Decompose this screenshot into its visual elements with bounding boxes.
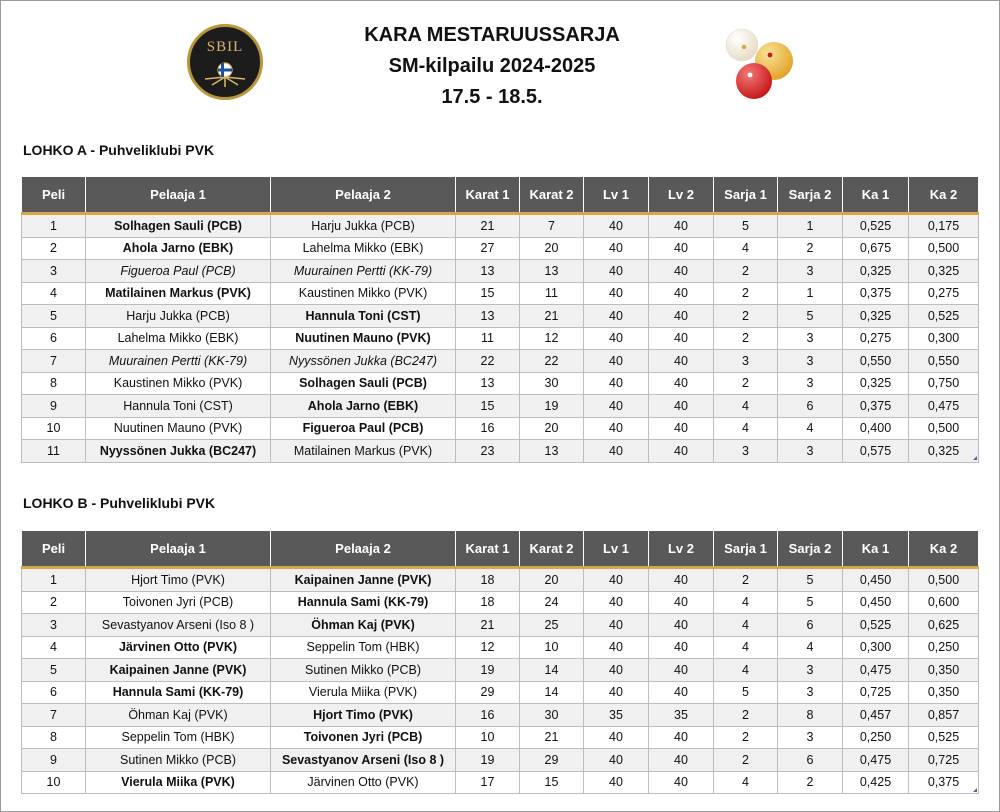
page-header bbox=[300, 20, 684, 113]
table-cell: Järvinen Otto (PVK) bbox=[271, 771, 456, 794]
table-cell: 40 bbox=[649, 591, 714, 614]
table-cell: 4 bbox=[714, 591, 778, 614]
table-cell: Nyyssönen Jukka (BC247) bbox=[271, 350, 456, 373]
table-cell: 21 bbox=[520, 726, 584, 749]
table-row bbox=[22, 704, 979, 727]
table-cell: 40 bbox=[584, 305, 649, 328]
table-row bbox=[22, 636, 979, 659]
table-cell: 9 bbox=[22, 749, 86, 772]
table-cell: 3 bbox=[778, 350, 843, 373]
table-cell: 2 bbox=[22, 237, 86, 260]
table-cell: 0,525 bbox=[909, 305, 979, 328]
table-cell: 3 bbox=[714, 350, 778, 373]
column-header: Lv 2 bbox=[649, 177, 714, 214]
table-cell: 2 bbox=[778, 237, 843, 260]
column-header: Karat 1 bbox=[456, 531, 520, 568]
column-header: Sarja 2 bbox=[778, 531, 843, 568]
table-cell: 40 bbox=[584, 214, 649, 238]
table-cell: 8 bbox=[778, 704, 843, 727]
table-cell: 25 bbox=[520, 614, 584, 637]
table-cell: 0,300 bbox=[843, 636, 909, 659]
table-cell: 19 bbox=[456, 659, 520, 682]
table-cell: 2 bbox=[714, 726, 778, 749]
table-cell: 0,250 bbox=[909, 636, 979, 659]
table-cell: 0,275 bbox=[843, 327, 909, 350]
table-cell: 3 bbox=[778, 260, 843, 283]
table-cell: 0,375 bbox=[843, 282, 909, 305]
table-cell: 40 bbox=[649, 636, 714, 659]
table-cell: 0,325 bbox=[843, 372, 909, 395]
table-cell: 4 bbox=[22, 636, 86, 659]
table-cell: 0,400 bbox=[843, 417, 909, 440]
resize-handle-icon bbox=[973, 788, 977, 792]
table-cell: 23 bbox=[456, 440, 520, 463]
table-cell: Lahelma Mikko (EBK) bbox=[271, 237, 456, 260]
table-cell: 5 bbox=[778, 305, 843, 328]
table-row bbox=[22, 372, 979, 395]
lohko-a-table bbox=[21, 176, 979, 463]
table-cell: 40 bbox=[584, 614, 649, 637]
column-header: Karat 2 bbox=[520, 531, 584, 568]
table-row bbox=[22, 395, 979, 418]
table-cell: 40 bbox=[584, 591, 649, 614]
table-cell: 4 bbox=[714, 636, 778, 659]
table-cell: 40 bbox=[649, 771, 714, 794]
sbil-logo bbox=[187, 24, 263, 100]
table-cell: 6 bbox=[778, 614, 843, 637]
table-cell: 40 bbox=[649, 305, 714, 328]
logo-text: SBIL bbox=[206, 39, 244, 55]
table-cell: 40 bbox=[649, 214, 714, 238]
column-header: Sarja 2 bbox=[778, 177, 843, 214]
table-cell: Hannula Toni (CST) bbox=[86, 395, 271, 418]
table-cell: 0,475 bbox=[843, 659, 909, 682]
resize-handle-icon bbox=[973, 456, 977, 460]
table-row bbox=[22, 327, 979, 350]
table-cell: 40 bbox=[584, 636, 649, 659]
table-cell: 1 bbox=[778, 282, 843, 305]
table-cell: 5 bbox=[714, 214, 778, 238]
table-cell: 16 bbox=[456, 417, 520, 440]
table-cell: 0,325 bbox=[909, 260, 979, 283]
table-cell: 40 bbox=[649, 282, 714, 305]
column-header: Karat 1 bbox=[456, 177, 520, 214]
table-cell: Kaipainen Janne (PVK) bbox=[86, 659, 271, 682]
table-cell: 0,325 bbox=[909, 440, 979, 463]
table-cell: 9 bbox=[22, 395, 86, 418]
table-cell: Öhman Kaj (PVK) bbox=[271, 614, 456, 637]
column-header: Pelaaja 1 bbox=[86, 177, 271, 214]
table-cell: 17 bbox=[456, 771, 520, 794]
table-cell: 2 bbox=[714, 749, 778, 772]
table-cell: 3 bbox=[778, 440, 843, 463]
column-header: Karat 2 bbox=[520, 177, 584, 214]
table-cell: 18 bbox=[456, 568, 520, 592]
table-cell: 2 bbox=[714, 282, 778, 305]
table-cell: 5 bbox=[778, 568, 843, 592]
column-header: Lv 1 bbox=[584, 177, 649, 214]
table-cell: 0,750 bbox=[909, 372, 979, 395]
table-cell: 13 bbox=[520, 440, 584, 463]
table-cell: Figueroa Paul (PCB) bbox=[271, 417, 456, 440]
table-cell: Figueroa Paul (PCB) bbox=[86, 260, 271, 283]
table-cell: 15 bbox=[456, 282, 520, 305]
table-cell: 40 bbox=[649, 440, 714, 463]
lohko-b-table bbox=[21, 530, 979, 794]
table-cell: 0,550 bbox=[909, 350, 979, 373]
table-cell: 30 bbox=[520, 704, 584, 727]
table-cell: Hannula Toni (CST) bbox=[271, 305, 456, 328]
table-cell: 40 bbox=[649, 350, 714, 373]
table-cell: 0,550 bbox=[843, 350, 909, 373]
table-cell: 0,375 bbox=[909, 771, 979, 794]
column-header: Lv 1 bbox=[584, 531, 649, 568]
table-cell: Ahola Jarno (EBK) bbox=[271, 395, 456, 418]
table-cell: Kaipainen Janne (PVK) bbox=[271, 568, 456, 592]
table-cell: Harju Jukka (PCB) bbox=[86, 305, 271, 328]
column-header: Ka 1 bbox=[843, 531, 909, 568]
table-cell: 5 bbox=[22, 305, 86, 328]
table-cell: 40 bbox=[649, 681, 714, 704]
table-cell: 18 bbox=[456, 591, 520, 614]
table-cell: 40 bbox=[584, 395, 649, 418]
column-header: Sarja 1 bbox=[714, 531, 778, 568]
table-cell: Solhagen Sauli (PCB) bbox=[271, 372, 456, 395]
table-cell: 40 bbox=[584, 568, 649, 592]
table-cell: 0,525 bbox=[909, 726, 979, 749]
table-cell: 7 bbox=[22, 350, 86, 373]
table-cell: Toivonen Jyri (PCB) bbox=[86, 591, 271, 614]
table-cell: 40 bbox=[649, 749, 714, 772]
table-cell: 1 bbox=[778, 214, 843, 238]
table-row bbox=[22, 568, 979, 592]
table-cell: 6 bbox=[22, 681, 86, 704]
column-header: Pelaaja 2 bbox=[271, 531, 456, 568]
table-cell: 3 bbox=[714, 440, 778, 463]
table-cell: 40 bbox=[649, 395, 714, 418]
table-cell: 0,525 bbox=[843, 614, 909, 637]
table-row bbox=[22, 440, 979, 463]
table-cell: 3 bbox=[778, 327, 843, 350]
table-row bbox=[22, 214, 979, 238]
table-cell: 40 bbox=[584, 350, 649, 373]
column-header: Peli bbox=[22, 531, 86, 568]
table-row bbox=[22, 305, 979, 328]
table-cell: 40 bbox=[649, 417, 714, 440]
table-cell: 0,625 bbox=[909, 614, 979, 637]
table-cell: 35 bbox=[584, 704, 649, 727]
table-cell: 0,450 bbox=[843, 591, 909, 614]
table-cell: 12 bbox=[520, 327, 584, 350]
table-cell: 4 bbox=[22, 282, 86, 305]
table-cell: 3 bbox=[778, 726, 843, 749]
table-cell: 0,857 bbox=[909, 704, 979, 727]
table-cell: 4 bbox=[714, 395, 778, 418]
lohko-b-title: LOHKO B - Puhveliklubi PVK bbox=[23, 495, 216, 511]
table-cell: 40 bbox=[649, 726, 714, 749]
table-cell: 4 bbox=[714, 614, 778, 637]
page-title: KARA MESTARUUSSARJA bbox=[364, 24, 620, 46]
table-cell: 8 bbox=[22, 372, 86, 395]
table-cell: 40 bbox=[584, 659, 649, 682]
table-row bbox=[22, 350, 979, 373]
table-cell: 40 bbox=[584, 440, 649, 463]
table-cell: 12 bbox=[456, 636, 520, 659]
table-cell: 0,725 bbox=[843, 681, 909, 704]
table-cell: 13 bbox=[456, 305, 520, 328]
table-cell: Solhagen Sauli (PCB) bbox=[86, 214, 271, 238]
table-cell: Seppelin Tom (HBK) bbox=[86, 726, 271, 749]
column-header: Sarja 1 bbox=[714, 177, 778, 214]
column-header: Ka 1 bbox=[843, 177, 909, 214]
table-row bbox=[22, 614, 979, 637]
table-cell: 22 bbox=[520, 350, 584, 373]
table-cell: Hannula Sami (KK-79) bbox=[86, 681, 271, 704]
table-cell: 0,450 bbox=[843, 568, 909, 592]
table-cell: Vierula Miika (PVK) bbox=[86, 771, 271, 794]
table-cell: 40 bbox=[649, 614, 714, 637]
table-cell: 2 bbox=[714, 704, 778, 727]
table-cell: 8 bbox=[22, 726, 86, 749]
table-cell: 40 bbox=[649, 659, 714, 682]
table-cell: Sevastyanov Arseni (Iso 8 ) bbox=[86, 614, 271, 637]
table-header-row bbox=[22, 177, 979, 214]
column-header: Pelaaja 2 bbox=[271, 177, 456, 214]
table-cell: 40 bbox=[584, 372, 649, 395]
table-cell: Muurainen Pertti (KK-79) bbox=[271, 260, 456, 283]
table-cell: 4 bbox=[778, 417, 843, 440]
table-cell: 40 bbox=[584, 771, 649, 794]
table-cell: 4 bbox=[714, 417, 778, 440]
table-cell: 20 bbox=[520, 417, 584, 440]
table-cell: 4 bbox=[714, 771, 778, 794]
table-cell: 22 bbox=[456, 350, 520, 373]
table-cell: 4 bbox=[714, 659, 778, 682]
table-cell: Sutinen Mikko (PCB) bbox=[86, 749, 271, 772]
table-cell: Toivonen Jyri (PCB) bbox=[271, 726, 456, 749]
table-cell: 21 bbox=[520, 305, 584, 328]
table-cell: 20 bbox=[520, 237, 584, 260]
finnish-flag-icon bbox=[190, 27, 260, 97]
table-row bbox=[22, 726, 979, 749]
table-cell: 19 bbox=[520, 395, 584, 418]
table-cell: 15 bbox=[456, 395, 520, 418]
table-cell: 40 bbox=[649, 568, 714, 592]
table-cell: 0,275 bbox=[909, 282, 979, 305]
table-row bbox=[22, 591, 979, 614]
table-cell: Kaustinen Mikko (PVK) bbox=[271, 282, 456, 305]
table-cell: 2 bbox=[778, 771, 843, 794]
table-cell: 0,475 bbox=[843, 749, 909, 772]
table-cell: 3 bbox=[778, 372, 843, 395]
table-cell: 20 bbox=[520, 568, 584, 592]
table-cell: 0,300 bbox=[909, 327, 979, 350]
table-cell: 40 bbox=[584, 417, 649, 440]
table-cell: 30 bbox=[520, 372, 584, 395]
table-cell: 3 bbox=[22, 614, 86, 637]
table-cell: 2 bbox=[22, 591, 86, 614]
table-header-row bbox=[22, 531, 979, 568]
table-cell: 0,325 bbox=[843, 305, 909, 328]
table-cell: 14 bbox=[520, 681, 584, 704]
table-cell: 5 bbox=[22, 659, 86, 682]
table-cell: 21 bbox=[456, 614, 520, 637]
table-cell: 0,525 bbox=[843, 214, 909, 238]
lohko-a-body bbox=[22, 214, 979, 463]
table-cell: Lahelma Mikko (EBK) bbox=[86, 327, 271, 350]
table-cell: 40 bbox=[649, 327, 714, 350]
table-row bbox=[22, 417, 979, 440]
table-cell: 40 bbox=[649, 260, 714, 283]
billiard-balls-icon bbox=[722, 24, 800, 100]
table-cell: 2 bbox=[714, 327, 778, 350]
table-cell: Nuutinen Mauno (PVK) bbox=[86, 417, 271, 440]
table-cell: 0,475 bbox=[909, 395, 979, 418]
table-cell: 0,500 bbox=[909, 417, 979, 440]
table-cell: 40 bbox=[584, 726, 649, 749]
table-cell: 10 bbox=[22, 771, 86, 794]
table-cell: Hjort Timo (PVK) bbox=[86, 568, 271, 592]
column-header: Lv 2 bbox=[649, 531, 714, 568]
table-row bbox=[22, 749, 979, 772]
table-cell: Nuutinen Mauno (PVK) bbox=[271, 327, 456, 350]
table-cell: 0,375 bbox=[843, 395, 909, 418]
table-cell: 15 bbox=[520, 771, 584, 794]
table-cell: 14 bbox=[520, 659, 584, 682]
table-row bbox=[22, 282, 979, 305]
table-cell: Järvinen Otto (PVK) bbox=[86, 636, 271, 659]
table-cell: 0,457 bbox=[843, 704, 909, 727]
table-cell: 0,575 bbox=[843, 440, 909, 463]
table-cell: 13 bbox=[456, 372, 520, 395]
table-cell: 1 bbox=[22, 568, 86, 592]
table-cell: 40 bbox=[649, 372, 714, 395]
table-cell: 4 bbox=[778, 636, 843, 659]
table-row bbox=[22, 771, 979, 794]
lohko-a-title: LOHKO A - Puhveliklubi PVK bbox=[23, 142, 215, 158]
table-cell: 6 bbox=[778, 749, 843, 772]
table-row bbox=[22, 681, 979, 704]
table-cell: 0,675 bbox=[843, 237, 909, 260]
table-cell: Matilainen Markus (PVK) bbox=[271, 440, 456, 463]
table-cell: Seppelin Tom (HBK) bbox=[271, 636, 456, 659]
table-cell: 4 bbox=[714, 237, 778, 260]
table-cell: 40 bbox=[584, 260, 649, 283]
table-cell: 19 bbox=[456, 749, 520, 772]
table-cell: Vierula Miika (PVK) bbox=[271, 681, 456, 704]
table-cell: 3 bbox=[778, 681, 843, 704]
table-cell: 13 bbox=[456, 260, 520, 283]
table-cell: Sevastyanov Arseni (Iso 8 ) bbox=[271, 749, 456, 772]
table-cell: 2 bbox=[714, 260, 778, 283]
table-cell: Hannula Sami (KK-79) bbox=[271, 591, 456, 614]
table-cell: 0,500 bbox=[909, 237, 979, 260]
table-cell: 0,725 bbox=[909, 749, 979, 772]
table-cell: 0,600 bbox=[909, 591, 979, 614]
table-cell: Öhman Kaj (PVK) bbox=[86, 704, 271, 727]
table-cell: 29 bbox=[520, 749, 584, 772]
table-row bbox=[22, 237, 979, 260]
table-cell: 0,325 bbox=[843, 260, 909, 283]
table-cell: 24 bbox=[520, 591, 584, 614]
column-header: Ka 2 bbox=[909, 177, 979, 214]
table-cell: Sutinen Mikko (PCB) bbox=[271, 659, 456, 682]
table-cell: 13 bbox=[520, 260, 584, 283]
table-cell: 0,500 bbox=[909, 568, 979, 592]
table-row bbox=[22, 659, 979, 682]
column-header: Ka 2 bbox=[909, 531, 979, 568]
table-cell: Kaustinen Mikko (PVK) bbox=[86, 372, 271, 395]
table-cell: 11 bbox=[520, 282, 584, 305]
table-cell: 6 bbox=[778, 395, 843, 418]
table-cell: 16 bbox=[456, 704, 520, 727]
table-cell: 6 bbox=[22, 327, 86, 350]
table-cell: 40 bbox=[584, 327, 649, 350]
table-cell: 0,175 bbox=[909, 214, 979, 238]
table-cell: 10 bbox=[456, 726, 520, 749]
table-cell: 11 bbox=[456, 327, 520, 350]
table-cell: 27 bbox=[456, 237, 520, 260]
page-subtitle: SM-kilpailu 2024-2025 bbox=[388, 55, 596, 77]
table-cell: 10 bbox=[22, 417, 86, 440]
table-cell: 40 bbox=[584, 681, 649, 704]
table-cell: 0,350 bbox=[909, 681, 979, 704]
column-header: Peli bbox=[22, 177, 86, 214]
table-cell: 7 bbox=[22, 704, 86, 727]
lohko-b-body bbox=[22, 568, 979, 794]
table-cell: 10 bbox=[520, 636, 584, 659]
table-cell: 1 bbox=[22, 214, 86, 238]
table-cell: 3 bbox=[778, 659, 843, 682]
table-cell: 40 bbox=[584, 282, 649, 305]
table-cell: 5 bbox=[714, 681, 778, 704]
table-cell: 2 bbox=[714, 372, 778, 395]
table-cell: 21 bbox=[456, 214, 520, 238]
table-cell: 5 bbox=[778, 591, 843, 614]
table-cell: 0,350 bbox=[909, 659, 979, 682]
table-cell: 40 bbox=[584, 237, 649, 260]
table-cell: 0,425 bbox=[843, 771, 909, 794]
table-cell: 2 bbox=[714, 568, 778, 592]
table-cell: 40 bbox=[649, 237, 714, 260]
table-cell: 35 bbox=[649, 704, 714, 727]
table-cell: 40 bbox=[584, 749, 649, 772]
table-cell: 29 bbox=[456, 681, 520, 704]
table-cell: Muurainen Pertti (KK-79) bbox=[86, 350, 271, 373]
table-cell: 11 bbox=[22, 440, 86, 463]
table-cell: 3 bbox=[22, 260, 86, 283]
table-cell: Hjort Timo (PVK) bbox=[271, 704, 456, 727]
table-cell: 0,250 bbox=[843, 726, 909, 749]
table-cell: Nyyssönen Jukka (BC247) bbox=[86, 440, 271, 463]
table-row bbox=[22, 260, 979, 283]
table-cell: Ahola Jarno (EBK) bbox=[86, 237, 271, 260]
table-cell: 2 bbox=[714, 305, 778, 328]
event-dates: 17.5 - 18.5. bbox=[441, 86, 543, 108]
table-cell: Matilainen Markus (PVK) bbox=[86, 282, 271, 305]
table-cell: 7 bbox=[520, 214, 584, 238]
column-header: Pelaaja 1 bbox=[86, 531, 271, 568]
table-cell: Harju Jukka (PCB) bbox=[271, 214, 456, 238]
